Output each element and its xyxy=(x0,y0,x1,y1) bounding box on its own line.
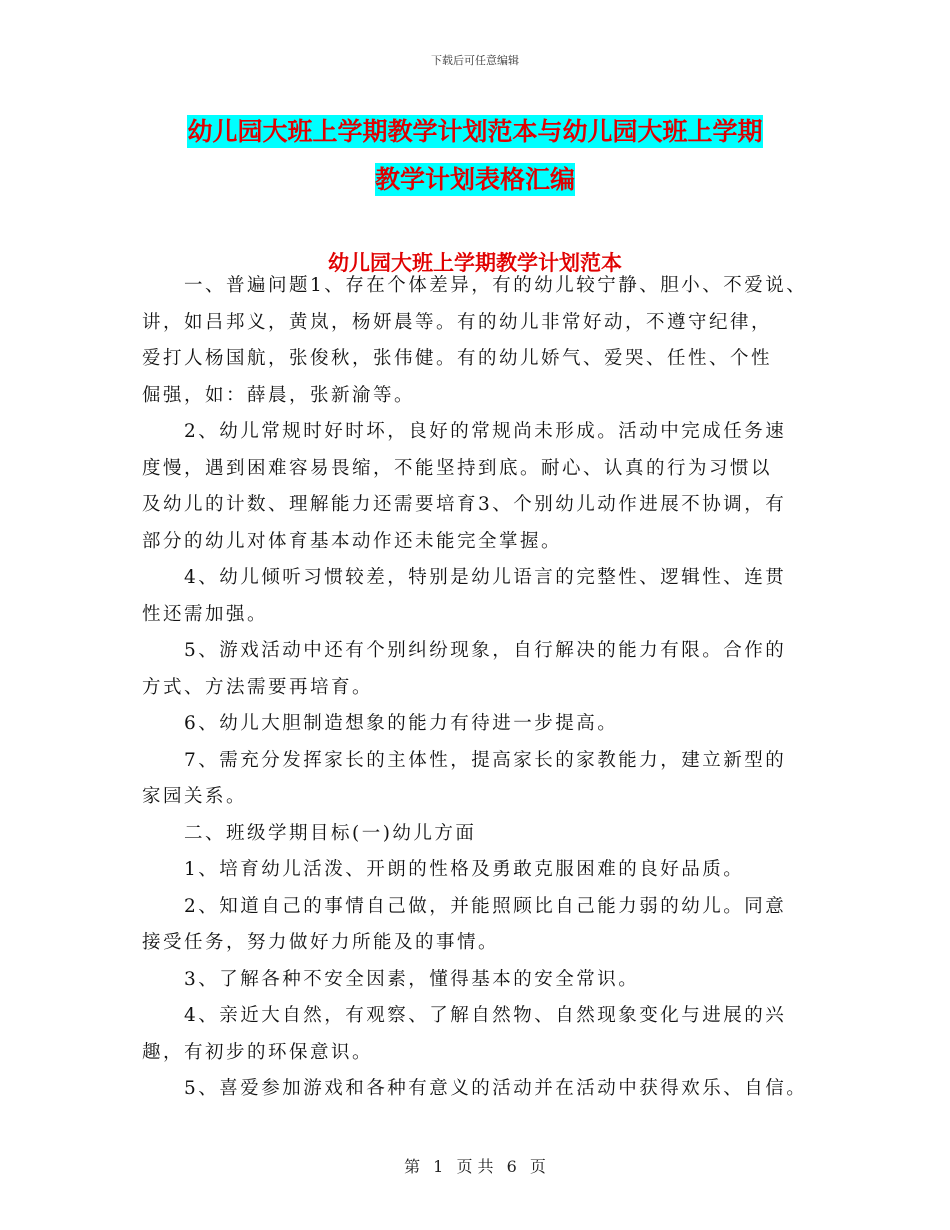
text-line: 一、普遍问题1、存在个体差异，有的幼儿较宁静、胆小、不爱说、 xyxy=(142,275,808,296)
footer-suffix: 页 xyxy=(529,1157,546,1176)
text-line: 倔强，如：薛晨，张新渝等。 xyxy=(142,384,416,406)
text-line: 家园关系。 xyxy=(142,786,248,807)
footer-total-pages: 6 xyxy=(506,1157,517,1176)
text-line: 二、班级学期目标(一)幼儿方面 xyxy=(142,822,477,844)
text-line: 3、了解各种不安全因素，懂得基本的安全常识。 xyxy=(142,968,640,990)
text-line: 7、需充分发挥家长的主体性，提高家长的家教能力，建立新型的 xyxy=(142,749,787,771)
text-line: 趣，有初步的环保意识。 xyxy=(142,1041,374,1063)
text-line: 接受任务，努力做好力所能及的事情。 xyxy=(142,932,500,953)
text-line: 及幼儿的计数、理解能力还需要培育3、个别幼儿动作进展不协调，有 xyxy=(142,494,787,515)
text-line: 性还需加强。 xyxy=(142,603,269,625)
text-line: 方式、方法需要再培育。 xyxy=(142,676,374,698)
title-line-1: 幼儿园大班上学期教学计划范本与幼儿园大班上学期 xyxy=(187,117,763,146)
footer-page-number: 1 xyxy=(433,1157,444,1176)
footer-middle: 页 共 xyxy=(456,1157,494,1176)
text-line: 1、培育幼儿活泼、开朗的性格及勇敢克服困难的良好品质。 xyxy=(142,859,745,880)
text-line: 6、幼儿大胆制造想象的能力有待进一步提高。 xyxy=(142,713,619,734)
text-line: 度慢，遇到困难容易畏缩，不能坚持到底。耐心、认真的行为习惯以 xyxy=(142,457,773,479)
text-line: 4、幼儿倾听习惯较差，特别是幼儿语言的完整性、逻辑性、连贯 xyxy=(142,567,787,588)
section-title: 幼儿园大班上学期教学计划范本 xyxy=(328,251,622,275)
header-note: 下载后可任意编辑 xyxy=(431,54,519,67)
text-line: 爱打人杨国航，张俊秋，张伟健。有的幼儿娇气、爱哭、任性、个性 xyxy=(142,348,773,369)
text-line: 5、喜爱参加游戏和各种有意义的活动并在活动中获得欢乐、自信。 xyxy=(142,1078,808,1099)
text-line: 5、游戏活动中还有个别纠纷现象，自行解决的能力有限。合作的 xyxy=(142,640,787,661)
footer-prefix: 第 xyxy=(404,1157,421,1176)
body-text xyxy=(142,268,812,1108)
text-line: 2、幼儿常规时好时坏，良好的常规尚未形成。活动中完成任务速 xyxy=(142,421,787,442)
document-title xyxy=(0,108,950,204)
text-line: 2、知道自己的事情自己做，并能照顾比自己能力弱的幼儿。同意 xyxy=(142,895,787,917)
page-footer xyxy=(0,1154,950,1177)
text-line: 讲，如吕邦义，黄岚，杨妍晨等。有的幼儿非常好动，不遵守纪律， xyxy=(142,311,773,333)
title-line-2: 教学计划表格汇编 xyxy=(374,165,575,194)
text-line: 4、亲近大自然，有观察、了解自然物、自然现象变化与进展的兴 xyxy=(142,1005,787,1026)
text-line: 部分的幼儿对体育基本动作还未能完全掌握。 xyxy=(142,530,563,552)
